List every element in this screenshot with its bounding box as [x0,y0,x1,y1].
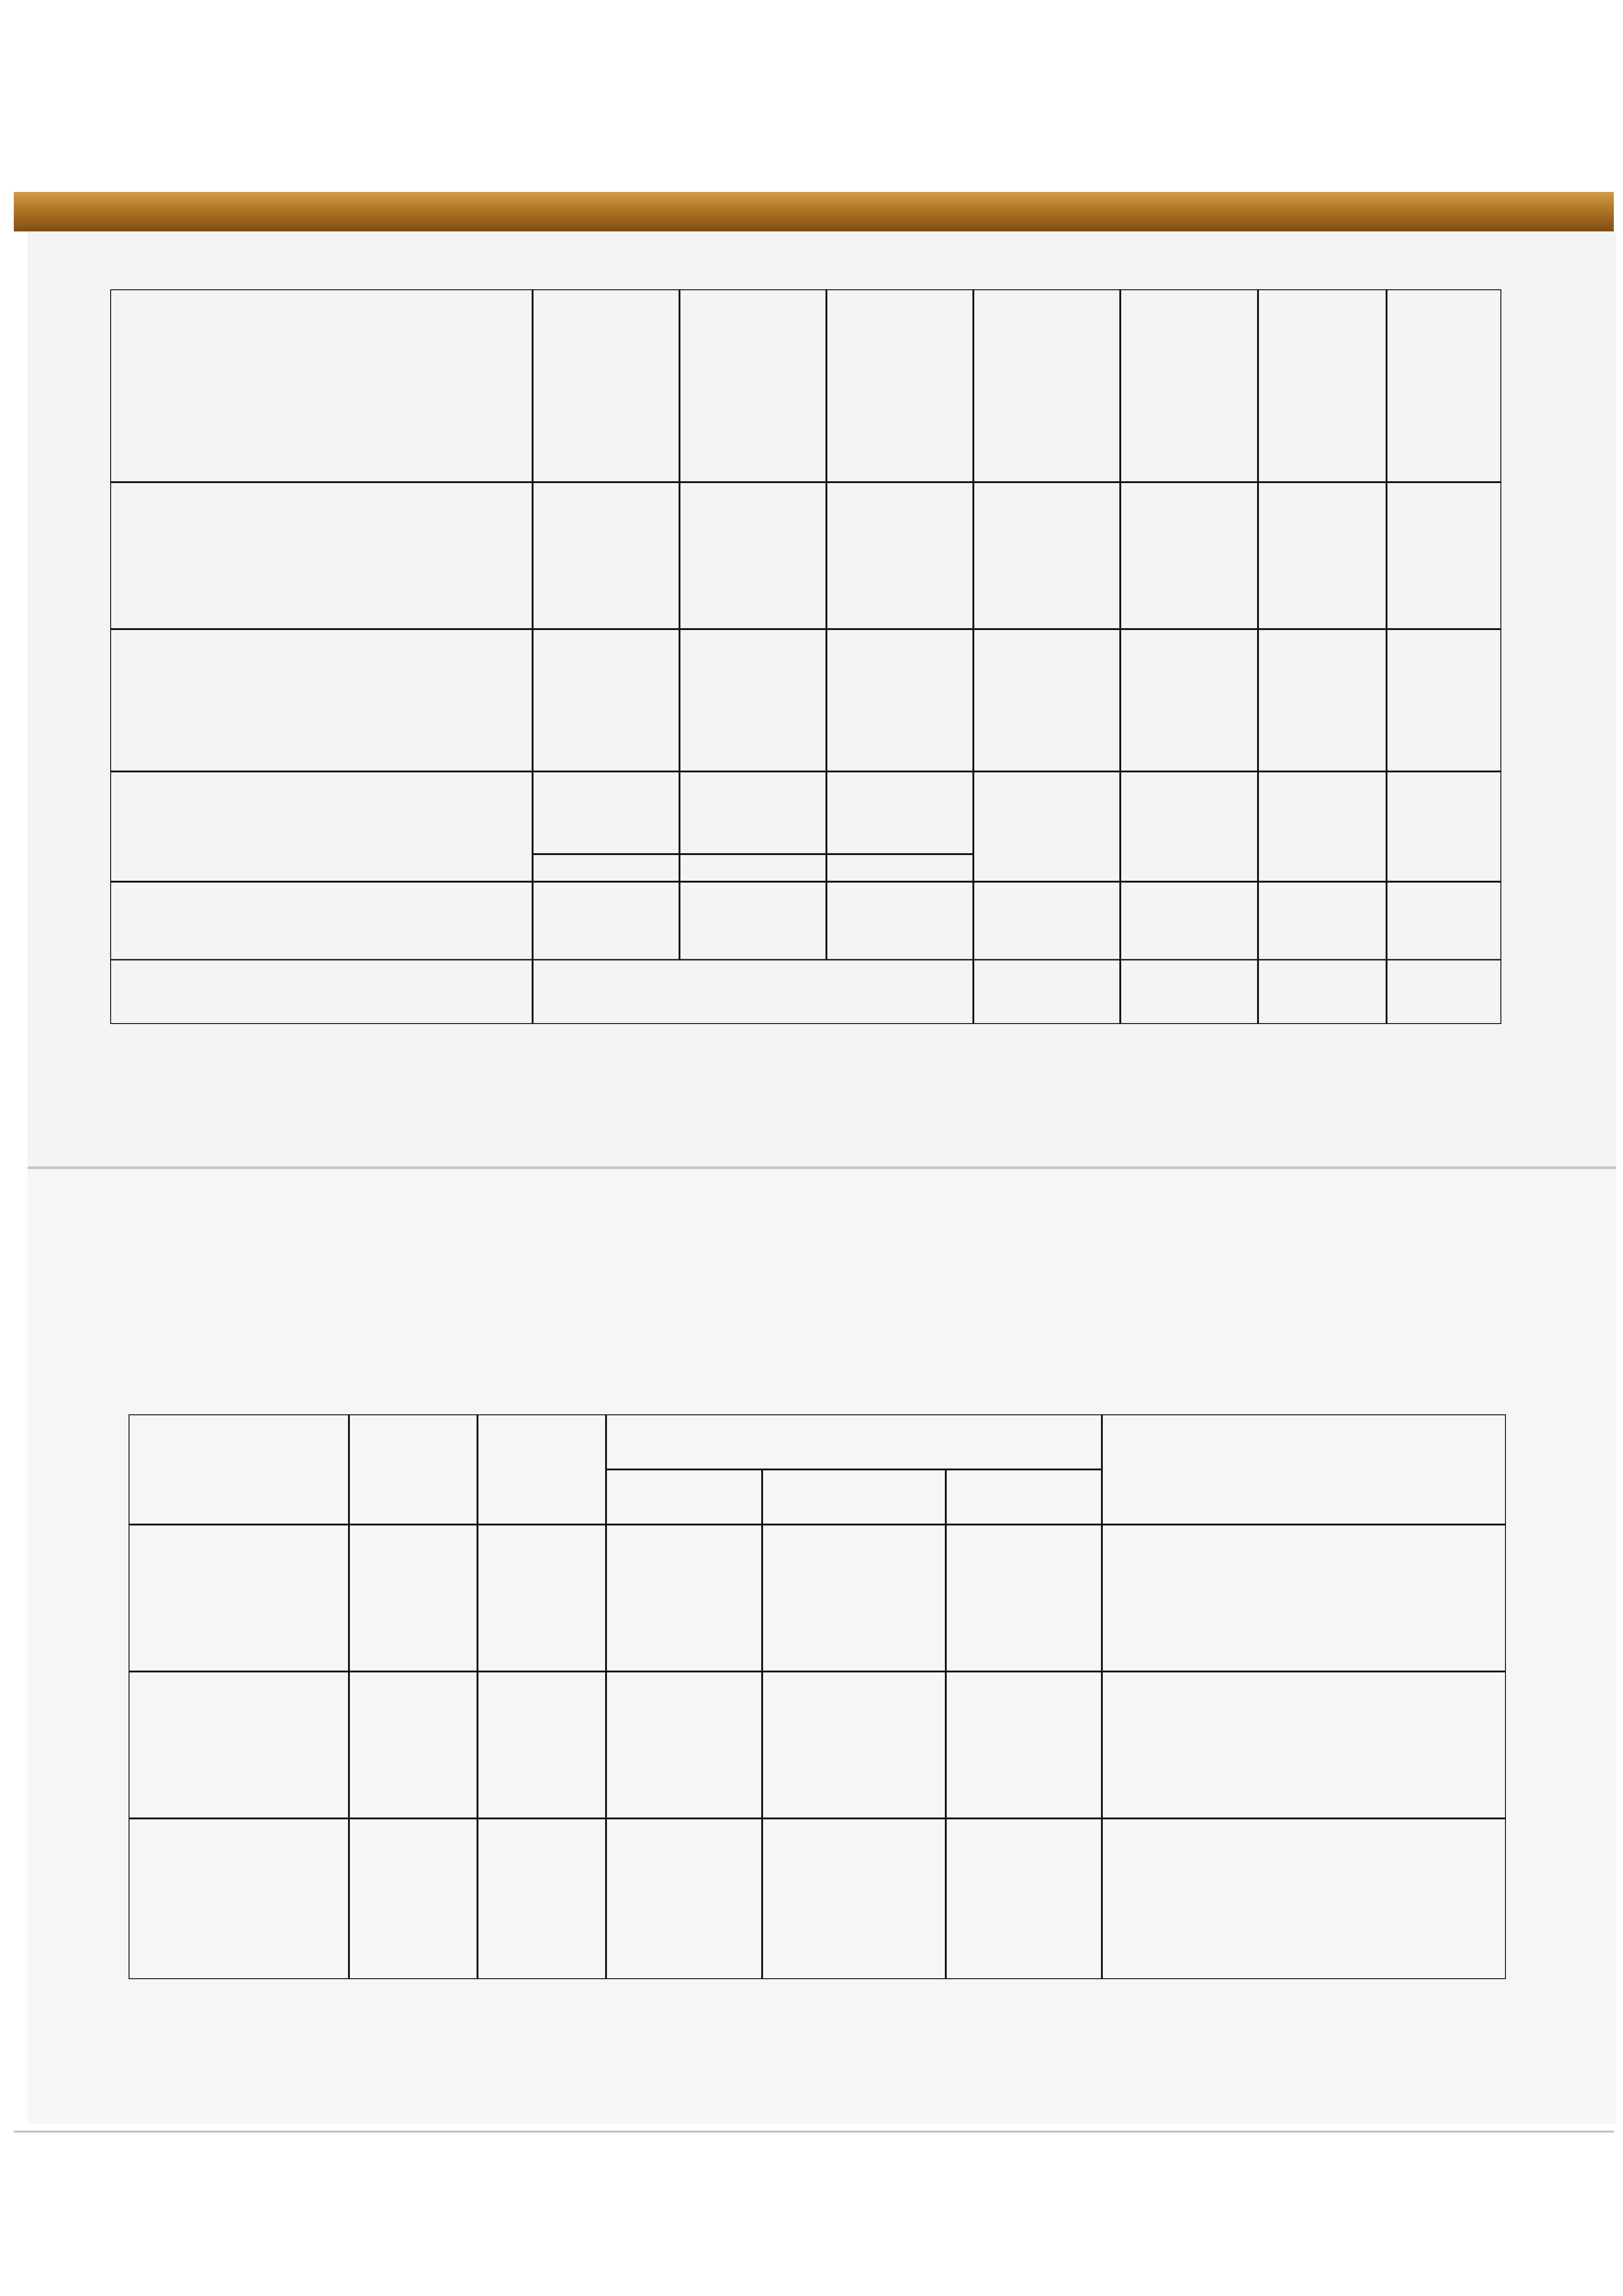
page17-table-grid [110,289,1501,1024]
page16-table-grid [129,1414,1506,1979]
binding-band [14,192,1614,231]
page-bottom-edge [14,2131,1614,2133]
page-fold [28,1166,1616,1169]
